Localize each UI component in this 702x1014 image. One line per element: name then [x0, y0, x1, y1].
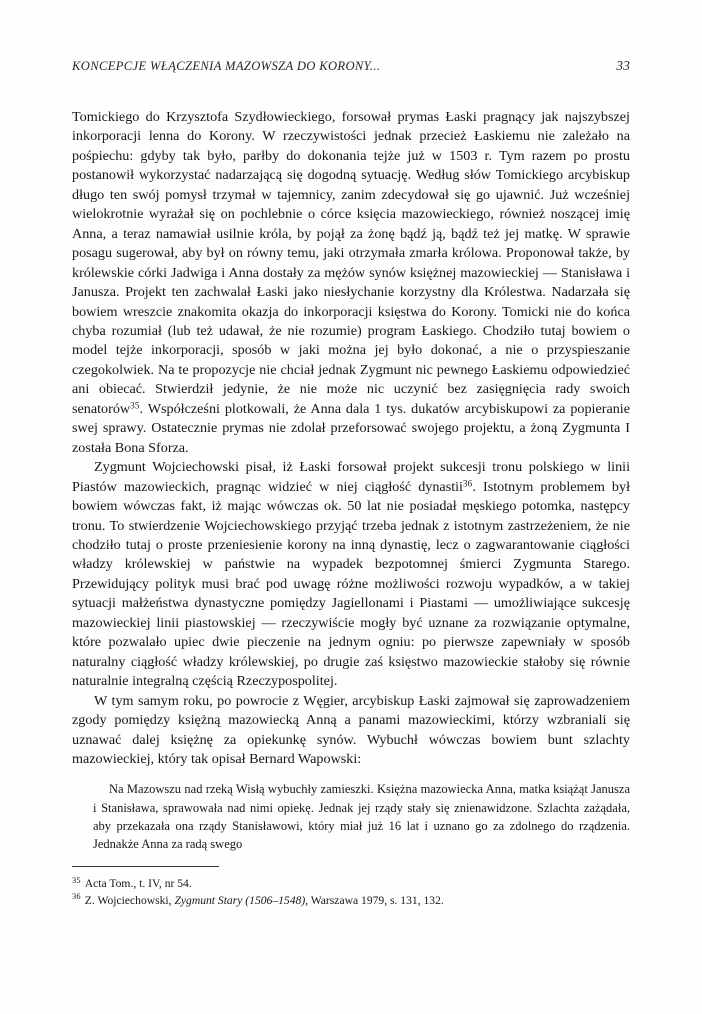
text-column [72, 108, 630, 853]
footnote-35-number: 35 [72, 875, 81, 885]
paragraph-2-text: Zygmunt Wojciechowski pisał, iż Łaski forsował projekt sukcesji tronu polskiego w linii Piastów mazowieckich, pragnąc widzieć w niej ciągłość dynastii [72, 459, 630, 495]
footnote-separator-rule [72, 866, 219, 867]
footnote-36 [72, 893, 630, 910]
footnote-36-number: 36 [72, 892, 81, 902]
paragraph-3 [72, 692, 630, 770]
footnote-35 [72, 876, 630, 893]
paragraph-2 [72, 458, 630, 691]
footnote-35-text: Acta Tom., t. IV, nr 54. [84, 877, 192, 890]
paragraph-2-tail: . Istotnym problemem był bowiem wówczas fakt, iż mając wówczas ok. 50 lat nie posiadał męskiego potomka, następcy tronu. To stwierdzenie Wojciechowskiego przyjąć trzeba jednak z istotnym zastrzeżeniem, że nie chodziło tutaj o proste przeniesienie korony na inną dynastię, lecz o zagwarantowanie ciągłości władzy królewskiej w państwie na wypadek bezpotomnej śmierci Zygmunta Starego. Przewidujący polityk musi brać pod uwagę różne możliwości rozwoju wypadków, a w takiej sytuacji małżeństwa dynastyczne pomiędzy Jagiellonami i Piastami — umożliwiające sukcesję mazowieckiej linii piastowskiej — rzeczywiście mogły być uznane za rozwiązanie optymalne, które pozwalało upiec dwie pieczenie na jednym ogniu: po pierwsze zapewniały w sposób naturalny ciągłość władzy królewskiej, po drugie zaś księstwo mazowieckie stałoby się równie naturalnie integralną częścią Rzeczypospolitej. [72, 478, 630, 690]
footnote-36-author: Z. Wojciechowski, [84, 893, 175, 907]
running-header [72, 58, 630, 78]
paragraph-3-text: W tym samym roku, po powrocie z Węgier, arcybiskup Łaski zajmował się zaprowadzeniem zgody pomiędzy księżną mazowiecką Anną a panami mazowieckimi, którzy wzbraniali się uznawać dalej księżnę za opiekunkę synów. Wybuchł wówczas bowiem bunt szlachty mazowieckiej, który tak opisał Bernard Wapowski: [72, 692, 630, 767]
footnote-reference-36[interactable]: 36 [462, 477, 473, 488]
paragraph-1-tail: . Współcześni plotkowali, że Anna dala 1 tys. dukatów arcybiskupowi za popieranie swej sprawy. Ostatecznie prymas nie zdolał przeforsować swojego projektu, a żoną Zygmunta I została Bona Sforza. [72, 400, 630, 456]
running-title: KONCEPCJE WŁĄCZENIA MAZOWSZA DO KORONY... [72, 59, 381, 73]
paragraph-1 [72, 108, 630, 458]
footnote-36-title: Zygmunt Stary (1506–1548) [174, 893, 306, 907]
block-quotation [72, 780, 630, 852]
footnote-area [72, 866, 630, 909]
footnote-36-imprint: , Warszawa 1979, s. 131, 132. [305, 893, 444, 907]
paragraph-1-text: Tomickiego do Krzysztofa Szydłowieckiego, forsował prymas Łaski pragnący jak najszybszej inkorporacji lenna do Korony. W rzeczywistości jednak przecież Łaskiemu nie zależało na pośpiechu: gdyby tak było, parłby do dokonania tejże już w 1503 r. Tym razem po prostu postanowił wykorzystać nadarzającą się dogodną sytuację. Według słów Tomickiego arcybiskup długo ten swój pomysł trzymał w tajemnicy, zanim zdecydował się go ujawnić. Już wcześniej wielokrotnie wyrażał się on pochlebnie o córce księcia mazowieckiego, również noszącej imię Anna, a teraz namawiał usilnie króla, by pojął za żonę bądź ją, bądź też jej matkę. W sprawie posagu sugerował, aby był on równy temu, jaki otrzymała zmarła królowa. Proponował także, by królewskie córki Jadwiga i Anna dostały za mężów synów księżnej mazowieckiej — Stanisława i Janusza. Projekt ten zachwalał Łaski jako niesłychanie korzystny dla Królestwa. Nadarzała się bowiem wreszcie znakomita okazja do inkorporacji księstwa do Korony. Tomicki nie do końca chyba rozumiał (lub też udawał, że nie rozumie) program Łaskiego. Chodziło tutaj bowiem o model tejże inkorporacji, sposób w jaki można jej było dokonać, a nie o przyspieszanie czegokolwiek. Na te propozycje nie chciał jednak Zygmunt nic pewnego Łaskiemu odpowiedzieć ani obiecać. Stwierdził jedynie, że nie może nic uczynić bez zasięgnięcia rady swoich senatorów [72, 109, 630, 417]
page-number: 33 [616, 58, 630, 73]
footnote-reference-35[interactable]: 35 [130, 400, 140, 411]
block-quotation-text: Na Mazowszu nad rzeką Wisłą wybuchły zamieszki. Księżna mazowiecka Anna, matka książąt Janusza i Stanisława, sprawowała nad nimi opiekę. Jednak jej rządy stały się znienawidzone. Szlachta zażądała, aby przekazała ona rządy Stanisławowi, który miał już 16 lat i uznano go za zdolnego do rządzenia. Jednakże Anna za radą swego [93, 782, 630, 851]
